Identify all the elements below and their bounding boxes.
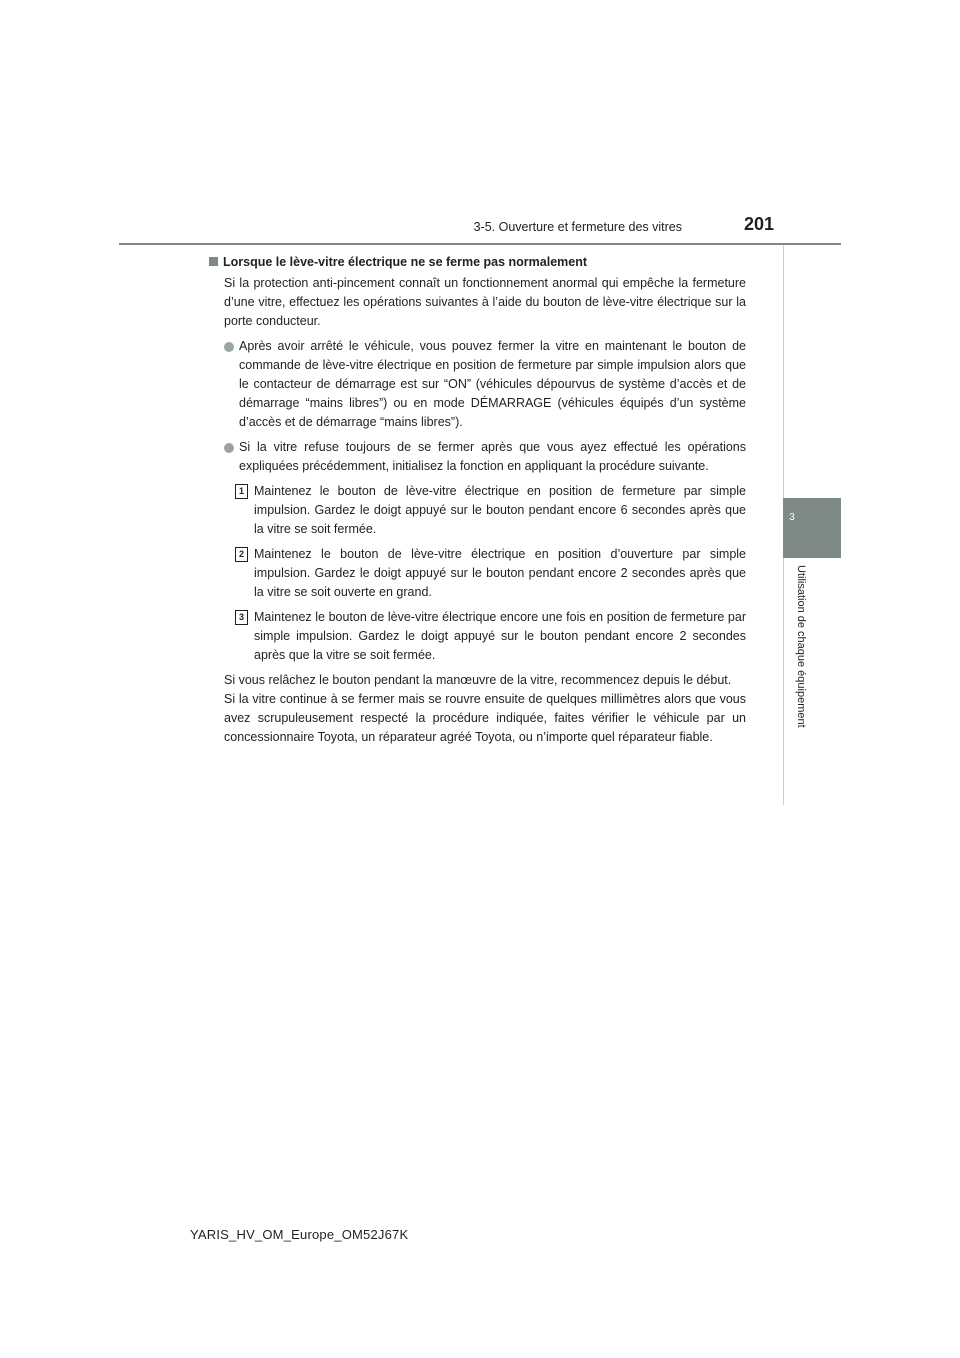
step-item (238, 545, 746, 602)
section-heading-text: Lorsque le lève-vitre électrique ne se ferme pas normalement (223, 255, 588, 269)
footer-doc-code: YARIS_HV_OM_Europe_OM52J67K (190, 1227, 409, 1242)
step-number-box: 2 (235, 547, 248, 562)
step-text: Maintenez le bouton de lève-vitre électrique en position de fermeture par simple impulsion. Gardez le doigt appuyé sur le bouton pendant encore 6 secondes après que la vitre se soit fermée. (254, 484, 746, 536)
closing-text-2: Si la vitre continue à se fermer mais se rouvre ensuite de quelques millimètres alors que vous avez scrupuleusement respecté la procédure indiquée, faites vérifier le véhicule par un concessionnaire Toyota, un réparateur agréé Toyota, ou n’importe quel réparateur fiable. (224, 692, 746, 744)
bullet-text: Après avoir arrêté le véhicule, vous pouvez fermer la vitre en maintenant le bouton de commande de lève-vitre électrique en position de fermeture par simple impulsion alors que le contacteur de démarrage est sur “ON” (véhicules dépourvus de système d’accès et de démarrage “mains libres”) ou en mode DÉMARRAGE (véhicules équipés d’un système d’accès et de démarrage “mains libres”). (239, 339, 746, 429)
square-bullet-icon (209, 257, 218, 266)
closing-text-1: Si vous relâchez le bouton pendant la manœuvre de la vitre, recommencez depuis le début. (224, 673, 732, 687)
header-divider (119, 243, 841, 245)
step-number-box: 3 (235, 610, 248, 625)
main-content (209, 253, 746, 747)
circle-bullet-icon (224, 342, 234, 352)
bullet-text: Si la vitre refuse toujours de se fermer après que vous ayez effectué les opérations expliquées précédemment, initialisez la fonction en appliquant la procédure suivante. (239, 440, 746, 473)
page-number: 201 (743, 214, 774, 234)
intro-paragraph: Si la protection anti-pincement connaît un fonctionnement anormal qui empêche la fermeture d’une vitre, effectuez les opérations suivantes à l’aide du bouton de lève-vitre électrique sur la porte conducteur. (224, 276, 746, 328)
step-number-box: 1 (235, 484, 248, 499)
step-item (238, 608, 746, 665)
chapter-tab (783, 498, 841, 558)
bullet-item (224, 337, 746, 432)
header-section-title: 3-5. Ouverture et fermeture des vitres (473, 220, 682, 234)
chapter-tab-number: 3 (789, 512, 795, 523)
closing-paragraph (224, 671, 746, 747)
step-text: Maintenez le bouton de lève-vitre électrique en position d’ouverture par simple impulsion. Gardez le doigt appuyé sur le bouton pendant encore 2 secondes après que la vitre se soit ouverte en grand. (254, 547, 746, 599)
chapter-title: Utilisation de chaque équipement (795, 565, 807, 728)
bullet-item (224, 438, 746, 476)
step-text: Maintenez le bouton de lève-vitre électrique encore une fois en position de fermeture par simple impulsion. Gardez le doigt appuyé sur le bouton pendant encore 2 secondes après que la vitre se soit fermée. (254, 610, 746, 662)
section-heading (209, 253, 746, 272)
step-item (238, 482, 746, 539)
circle-bullet-icon (224, 443, 234, 453)
